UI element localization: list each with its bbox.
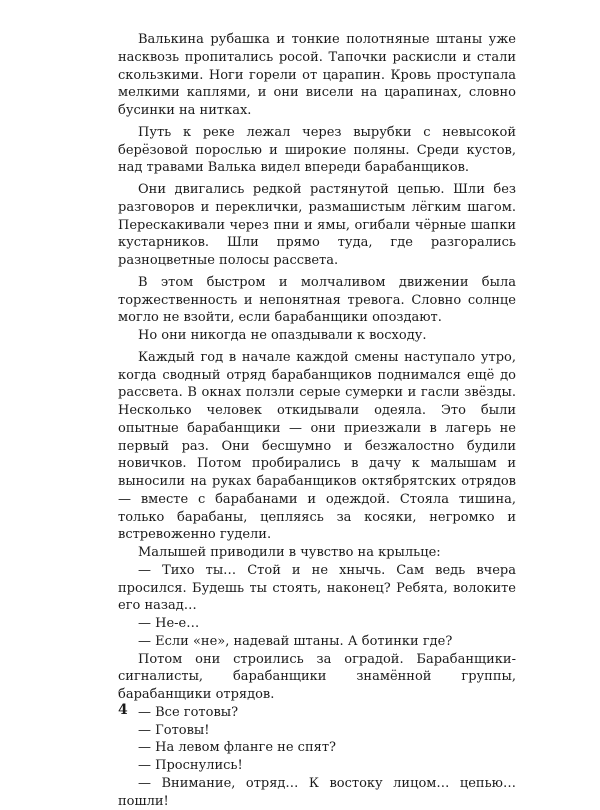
dialogue-line-8: — Внимание, отряд… К востоку лицом… цепью… пошли! — [118, 775, 516, 809]
dialogue-line-2: — Не-е… — [138, 616, 200, 631]
paragraph-1: Валькина рубашка и тонкие полотняные штаны уже насквозь пропитались росой. Тапочки раскисли и стали скользкими. Ноги горели от царапин. Кровь проступала мелкими каплями, и они висели на царапинах, словно бусинки на нитках. — [118, 32, 516, 118]
paragraph-8: Потом они строились за оградой. Барабанщики-сигналисты, барабанщики знамённой группы, барабанщики отрядов. — [118, 651, 516, 702]
paragraph-4: В этом быстром и молчаливом движении была торжественность и непонятная тревога. Словно солнце могло не взойти, если барабанщики опоздают. — [118, 274, 516, 326]
dialogue-line-3: — Если «не», надевай штаны. А ботинки где? — [138, 633, 453, 649]
dialogue-line-6: — На левом фланге не спят? — [138, 740, 336, 756]
dialogue-line-1: — Тихо ты… Стой и не хнычь. Сам ведь вчера просился. Будешь ты стоять, наконец? Ребята, волоките его назад… — [118, 562, 516, 614]
page-body — [118, 31, 516, 810]
page-number: 4 — [118, 702, 128, 718]
dialogue-line-4: — Все готовы? — [138, 704, 239, 720]
paragraph-6: Каждый год в начале каждой смены наступало утро, когда сводный отряд барабанщиков поднимался ещё до рассвета. В окнах ползли серые сумерки и гасли звёзды. Несколько человек откидывали одеяла. Это были опытные барабанщики — они приезжали в лагерь не первый раз. Они бесшумно и безжалостно будили новичков. Потом пробирались в дачу к малышам и выносили на руках барабанщиков октябрятских отрядов — вместе с барабанами и одеждой. Стояла тишина, только барабаны, цепляясь за косяки, негромко и встревоженно гудели. — [118, 349, 516, 543]
paragraph-7: Малышей приводили в чувство на крыльце: — [138, 545, 441, 560]
dialogue-line-7: — Проснулись! — [138, 758, 243, 773]
paragraph-3: Они двигались редкой растянутой цепью. Шли без разговоров и переклички, размашистым лёгким шагом. Перескакивали через пни и ямы, огибали чёрные шапки кустарников. Шли прямо туда, где разгорались разноцветные полосы рассвета. — [118, 182, 516, 268]
paragraph-5: Но они никогда не опаздывали к восходу. — [138, 328, 427, 343]
dialogue-line-5: — Готовы! — [138, 722, 210, 738]
paragraph-2: Путь к реке лежал через вырубки с невысокой берёзовой порослью и широкие поляны. Среди кустов, над травами Валька видел впереди барабанщиков. — [118, 124, 516, 176]
